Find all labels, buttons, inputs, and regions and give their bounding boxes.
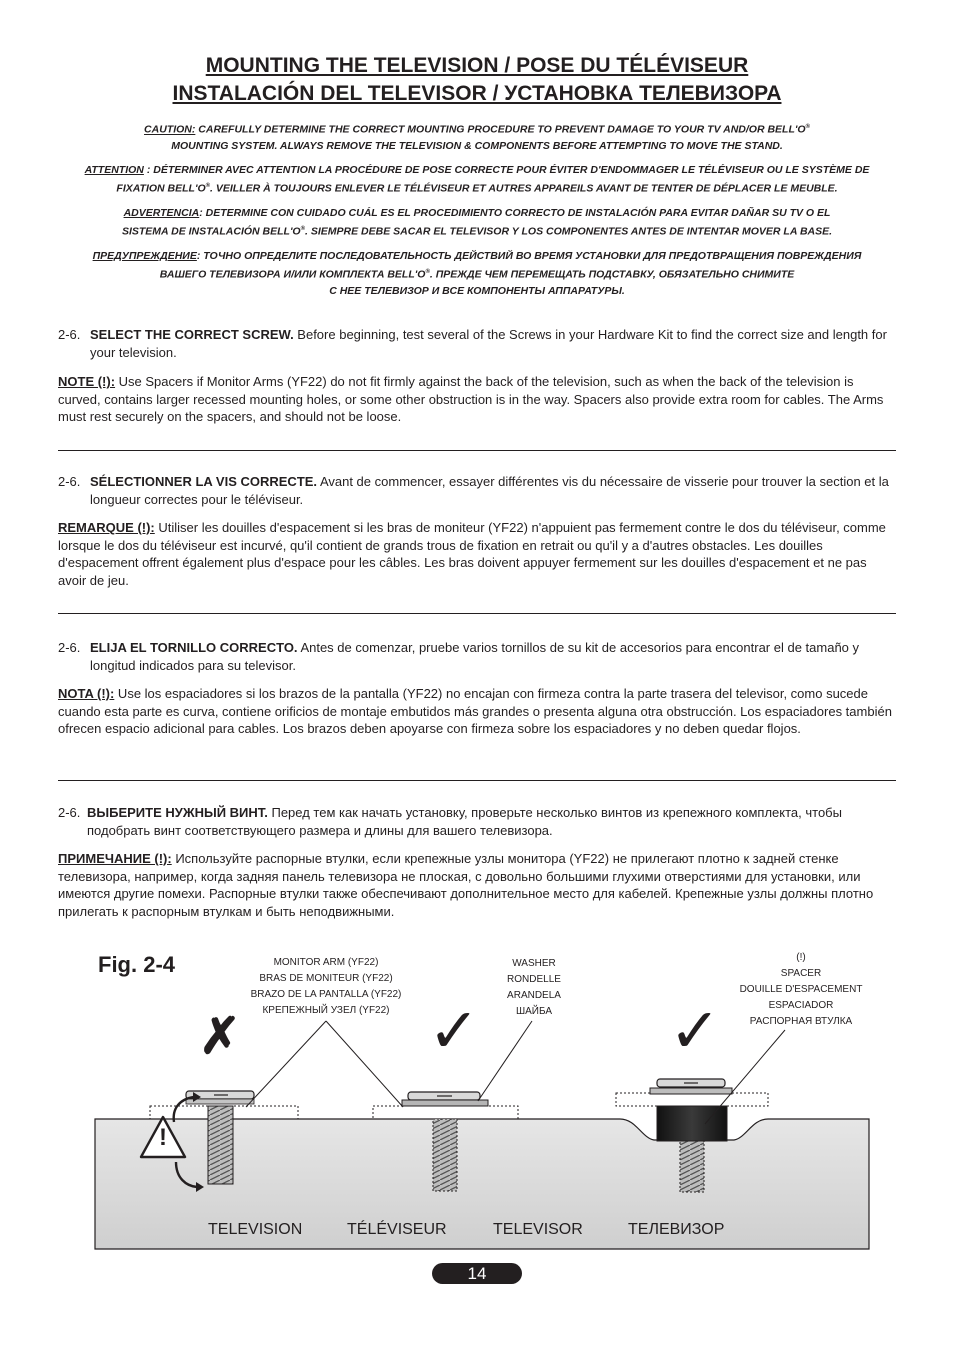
note-label: NOTE (!): xyxy=(58,374,116,389)
page-number: 14 xyxy=(432,1263,522,1284)
note-es: NOTA (!): Use los espaciadores si los brazos de la pantalla (YF22) no encajan con firmeza contra la parte trasera del televisor, como sucede cuando esta parte es curva, contiene orificios de montaje embutidos más grandes o presenta alguna otra obstrucción. Los espaciadores también ofrecen espacio adicional para cables. Los brazos deben apoyarse con firmeza sobre los espaciadores y no deben quedar flojos. xyxy=(58,686,892,736)
step-ru: 2-6. ВЫБЕРИТЕ НУЖНЫЙ ВИНТ. Перед тем как начать установку, проверьте несколько винтов из крепежного комплекта, чтобы подобрать винт соответствующего размера и длины для вашего телевизора. xyxy=(58,805,842,838)
step-number: 2-6. xyxy=(58,327,81,342)
note-label: NOTA (!): xyxy=(58,686,115,701)
step-number: 2-6. xyxy=(58,474,81,489)
callout-washer: WASHER RONDELLE ARANDELA ШАЙБА xyxy=(507,958,561,1017)
page-title-line-1: MOUNTING THE TELEVISION / POSE DU TÉLÉVISEUR xyxy=(205,54,749,77)
step-title: ELIJA EL TORNILLO CORRECTO. xyxy=(90,640,298,655)
right-mark-icon: ✓ xyxy=(428,997,480,1066)
step-title: SÉLECTIONNER LA VIS CORRECTE. xyxy=(90,474,318,489)
callout-monitor-arm: MONITOR ARM (YF22) BRAS DE MONITEUR (YF22) BRAZO DE LA PANTALLA (YF22) КРЕПЕЖНЫЙ УЗЕЛ (YF22) xyxy=(250,957,402,1016)
step-title: SELECT THE CORRECT SCREW. xyxy=(90,327,294,342)
tv-label-ru: ТЕЛЕВИЗОР xyxy=(628,1221,725,1238)
monitor-arm-outline-middle xyxy=(373,1106,518,1119)
washer xyxy=(402,1100,488,1106)
warning-ru-label: ПРЕДУПРЕЖДЕНИЕ xyxy=(92,250,197,262)
warning-symbol: ! xyxy=(159,1124,167,1151)
step-fr: 2-6. SÉLECTIONNER LA VIS CORRECTE. Avant de commencer, essayer différentes vis du nécessaire de visserie pour trouver la section et la longueur correctes pour le téléviseur. xyxy=(58,474,889,507)
callout-spacer: (!) SPACER DOUILLE D'ESPACEMENT ESPACIADOR РАСПОРНАЯ ВТУЛКА xyxy=(739,952,863,1027)
monitor-arm-outline-right xyxy=(616,1093,768,1106)
tv-label-es: TELEVISOR xyxy=(493,1221,583,1238)
warning-es-label: ADVERTENCIA xyxy=(123,207,200,219)
page-title-line-2: INSTALACIÓN DEL TELEVISOR / УСТАНОВКА ТЕЛЕВИЗОРА xyxy=(172,82,782,105)
step-en: 2-6. SELECT THE CORRECT SCREW. Before beginning, test several of the Screws in your Hardware Kit to find the correct size and length for your television. xyxy=(58,327,887,360)
note-ru: ПРИМЕЧАНИЕ (!): Используйте распорные втулки, если крепежные узлы монитора (YF22) не прилегают плотно к задней стенке телевизора, например, когда задняя панель телевизора не плоская, с довольно большими глухими отверстиями для установки, или имеются другие помехи. Распорные втулки также обеспечивают дополнительное место для кабелей. Крепежные узлы должны плотно прилегать к распорным втулкам и быть неподвижными. xyxy=(58,851,874,919)
step-number: 2-6. xyxy=(58,805,81,820)
warning-fr: ATTENTION : DÉTERMINER AVEC ATTENTION LA PROCÉDURE DE POSE CORRECTE POUR ÉVITER D'ENDOMMAGER LE TÉLÉVISEUR OU LE SYSTÈME DE FIXATION BELL'O®. VEILLER À TOUJOURS ENLEVER LE TÉLÉVISEUR ET AUTRES APPAREILS AVANT DE TENTER DE DÉPLACER LE MEUBLE. xyxy=(84,164,870,195)
step-es: 2-6. ELIJA EL TORNILLO CORRECTO. Antes de comenzar, pruebe varios tornillos de su kit de accesorios para encontrar el de tamaño y longitud indicados para su televisor. xyxy=(58,640,860,673)
arm-callout-leader xyxy=(246,1021,326,1107)
step-title: ВЫБЕРИТЕ НУЖНЫЙ ВИНТ. xyxy=(87,805,268,820)
tv-label-en: TELEVISION xyxy=(208,1221,303,1238)
note-label: ПРИМЕЧАНИЕ (!): xyxy=(58,851,172,866)
warning-en: CAUTION: CAREFULLY DETERMINE THE CORRECT MOUNTING PROCEDURE TO PREVENT DAMAGE TO YOUR TV AND/OR BELL'O® MOUNTING SYSTEM. ALWAYS REMOVE THE TELEVISION & COMPONENTS BEFORE ATTEMPTING TO MOVE THE STAND. xyxy=(144,123,810,152)
step-number: 2-6. xyxy=(58,640,81,655)
note-en: NOTE (!): Use Spacers if Monitor Arms (YF22) do not fit firmly against the back of the television, such as when the back of the television is curved, contains larger recessed mounting holes, or some other obstruction is in the way. Spacers also provide extra room for cables. The Arms must rest securely on the spacers, and should not be loose. xyxy=(58,374,884,424)
warning-ru: ПРЕДУПРЕЖДЕНИЕ: ТОЧНО ОПРЕДЕЛИТЕ ПОСЛЕДОВАТЕЛЬНОСТЬ ДЕЙСТВИЙ ВО ВРЕМЯ УСТАНОВКИ ДЛЯ ПРЕДОТВРАЩЕНИЯ ПОВРЕЖДЕНИЯ ВАШЕГО ТЕЛЕВИЗОРА И/ИЛИ КОМПЛЕКТА BELL'O®. ПРЕЖДЕ ЧЕМ ПЕРЕМЕЩАТЬ ПОДСТАВКУ, ОБЯЗАТЕЛЬНО СНИМИТЕ С НЕЕ ТЕЛЕВИЗОР И ВСЕ КОМПОНЕНТЫ АППАРАТУРЫ. xyxy=(92,250,862,297)
washer-callout-leader xyxy=(478,1021,532,1101)
note-label: REMARQUE (!): xyxy=(58,520,155,535)
warning-en-label: CAUTION: xyxy=(144,123,196,136)
right-mark-icon: ✓ xyxy=(669,997,721,1066)
wrong-mark-icon: ✗ xyxy=(199,1008,241,1064)
warning-fr-label: ATTENTION xyxy=(84,164,144,176)
note-fr: REMARQUE (!): Utiliser les douilles d'espacement si les bras de moniteur (YF22) n'appuient pas fermement contre le dos du téléviseur, comme lorsque le dos du téléviseur est incurvé, qu'il contient de grands trous de fixation en retrait ou qu'il y a d'autres obstacles. Les douilles d'espacement offrent également plus d'espace pour les câbles. Les bras doivent appuyer fermement sur les douilles d'espacement et ne pas avoir de jeu. xyxy=(58,520,886,588)
warning-es: ADVERTENCIA: DETERMINE CON CUIDADO CUÁL ES EL PROCEDIMIENTO CORRECTO DE INSTALACIÓN PARA EVITAR DAÑAR SU TV O EL SISTEMA DE INSTALACIÓN BELL'O®. SIEMPRE DEBE SACAR EL TELEVISOR Y LOS COMPONENTES ANTES DE INTENTAR MOVER LA BASE. xyxy=(121,207,833,238)
figure-title: Fig. 2-4 xyxy=(98,952,176,977)
arm-callout-leader xyxy=(326,1021,403,1107)
tv-label-fr: TÉLÉVISEUR xyxy=(347,1221,447,1238)
